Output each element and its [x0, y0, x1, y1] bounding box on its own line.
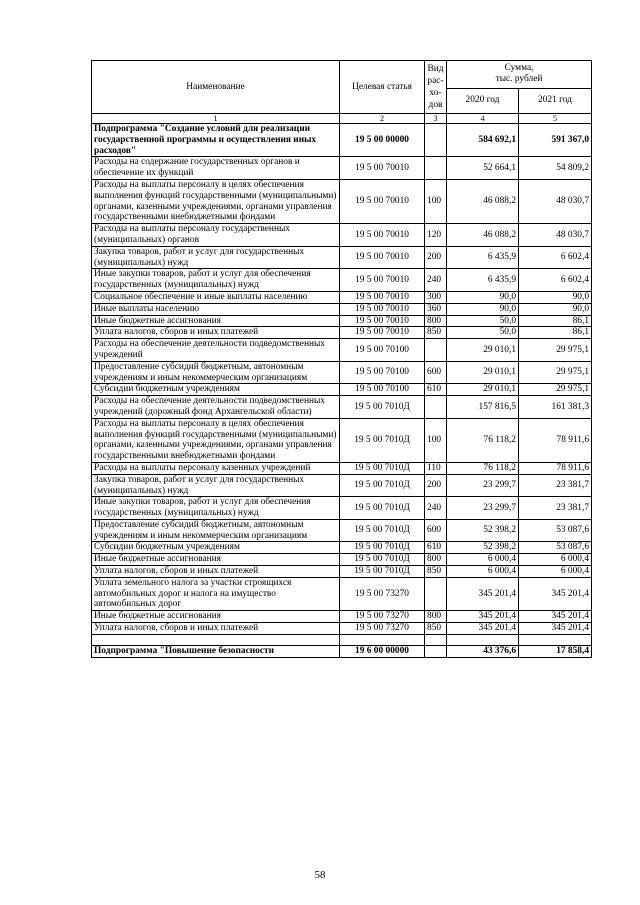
row-amount-2021: 78 911,6 — [519, 418, 592, 462]
page-number: 58 — [314, 869, 326, 881]
header-sum-line: тыс. рублей — [495, 74, 543, 85]
row-name: Расходы на содержание государственных органов и обеспечение их функций — [92, 157, 340, 180]
row-amount-2021: 17 858,4 — [519, 645, 592, 657]
row-amount-2020: 52 398,2 — [447, 542, 519, 554]
spacer-row — [92, 634, 592, 645]
row-amount-2020: 46 088,2 — [447, 224, 519, 247]
column-number: 4 — [447, 114, 519, 124]
row-name — [92, 634, 340, 645]
row-code: 19 5 00 7010Д — [340, 542, 425, 554]
table-row — [92, 303, 592, 315]
row-vid: 300 — [425, 291, 447, 303]
row-vid: 200 — [425, 246, 447, 269]
row-code: 19 5 00 70010 — [340, 224, 425, 247]
header-row — [92, 61, 592, 89]
header-name: Наименование — [92, 61, 340, 114]
row-amount-2020: 50,0 — [447, 315, 519, 327]
row-code: 19 5 00 73270 — [340, 611, 425, 623]
table-row — [92, 645, 592, 657]
row-code: 19 5 00 7010Д — [340, 519, 425, 542]
table-row — [92, 577, 592, 610]
row-code: 19 5 00 7010Д — [340, 462, 425, 474]
table-row — [92, 315, 592, 327]
row-code: 19 5 00 7010Д — [340, 418, 425, 462]
row-amount-2021: 345 201,4 — [519, 611, 592, 623]
row-amount-2021: 591 367,0 — [519, 124, 592, 157]
row-code: 19 5 00 00000 — [340, 124, 425, 157]
budget-page — [91, 60, 591, 658]
row-vid — [425, 645, 447, 657]
row-amount-2020: 90,0 — [447, 291, 519, 303]
header-vid-line: рас- — [427, 76, 444, 86]
row-amount-2021: 90,0 — [519, 303, 592, 315]
row-name: Иные бюджетные ассигнования — [92, 554, 340, 566]
table-row — [92, 566, 592, 578]
row-amount-2020: 29 010,1 — [447, 361, 519, 384]
row-vid: 610 — [425, 542, 447, 554]
column-number-row — [92, 114, 592, 124]
row-amount-2020: 345 201,4 — [447, 577, 519, 610]
row-vid: 850 — [425, 566, 447, 578]
row-code: 19 5 00 70100 — [340, 384, 425, 396]
row-vid: 800 — [425, 554, 447, 566]
row-amount-2020 — [447, 634, 519, 645]
row-amount-2021: 86,1 — [519, 327, 592, 339]
table-body — [92, 124, 592, 658]
table-row — [92, 396, 592, 419]
row-vid: 610 — [425, 384, 447, 396]
row-vid: 850 — [425, 327, 447, 339]
row-code: 19 5 00 73270 — [340, 623, 425, 635]
row-name: Субсидии бюджетным учреждениям — [92, 542, 340, 554]
row-amount-2021: 6 602,4 — [519, 269, 592, 292]
row-amount-2021: 48 030,7 — [519, 224, 592, 247]
row-amount-2021: 54 809,2 — [519, 157, 592, 180]
row-vid — [425, 634, 447, 645]
row-amount-2021: 53 087,6 — [519, 519, 592, 542]
row-name: Иные бюджетные ассигнования — [92, 315, 340, 327]
row-amount-2020: 52 664,1 — [447, 157, 519, 180]
row-code: 19 5 00 7010Д — [340, 497, 425, 520]
row-code: 19 5 00 70010 — [340, 303, 425, 315]
row-code: 19 5 00 73270 — [340, 577, 425, 610]
row-name: Уплата земельного налога за участки строящихся автомобильных дорог и налога на имущество автомобильных дорог — [92, 577, 340, 610]
column-number: 5 — [519, 114, 592, 124]
row-name: Уплата налогов, сборов и иных платежей — [92, 623, 340, 635]
row-amount-2020: 52 398,2 — [447, 519, 519, 542]
row-vid: 100 — [425, 179, 447, 223]
header-sum — [447, 61, 592, 89]
table-row — [92, 519, 592, 542]
table-row — [92, 497, 592, 520]
row-code: 19 5 00 70010 — [340, 179, 425, 223]
row-amount-2020: 29 010,1 — [447, 384, 519, 396]
row-amount-2020: 29 010,1 — [447, 339, 519, 362]
row-amount-2020: 345 201,4 — [447, 611, 519, 623]
column-number: 3 — [425, 114, 447, 124]
row-code: 19 5 00 70010 — [340, 157, 425, 180]
row-name: Подпрограмма "Создание условий для реализации государственной программы и осуществления иных расходов" — [92, 124, 340, 157]
row-name: Расходы на обеспечение деятельности подведомственных учреждений — [92, 339, 340, 362]
row-amount-2021: 48 030,7 — [519, 179, 592, 223]
row-code: 19 5 00 7010Д — [340, 554, 425, 566]
row-amount-2020: 6 435,9 — [447, 246, 519, 269]
row-name: Иные выплаты населению — [92, 303, 340, 315]
row-vid: 200 — [425, 474, 447, 497]
row-vid — [425, 339, 447, 362]
row-amount-2021: 29 975,1 — [519, 384, 592, 396]
table-row — [92, 224, 592, 247]
table-row — [92, 124, 592, 157]
row-code — [340, 634, 425, 645]
row-code: 19 5 00 70010 — [340, 269, 425, 292]
row-amount-2020: 76 118,2 — [447, 418, 519, 462]
row-amount-2021: 345 201,4 — [519, 623, 592, 635]
row-code: 19 5 00 7010Д — [340, 566, 425, 578]
table-row — [92, 474, 592, 497]
header-vid — [425, 61, 447, 114]
row-name: Иные закупки товаров, работ и услуг для обеспечения государственных (муниципальных) нужд — [92, 269, 340, 292]
table-row — [92, 554, 592, 566]
row-name: Иные закупки товаров, работ и услуг для обеспечения государственных (муниципальных) нужд — [92, 497, 340, 520]
row-amount-2021: 6 000,4 — [519, 554, 592, 566]
row-amount-2021: 161 381,3 — [519, 396, 592, 419]
row-name: Расходы на выплаты персоналу казенных учреждений — [92, 462, 340, 474]
table-row — [92, 361, 592, 384]
row-code: 19 6 00 00000 — [340, 645, 425, 657]
row-name: Подпрограмма "Повышение безопасности — [92, 645, 340, 657]
row-amount-2020: 23 299,7 — [447, 474, 519, 497]
row-code: 19 5 00 70010 — [340, 315, 425, 327]
header-vid-line: дов — [428, 100, 443, 110]
row-vid: 800 — [425, 611, 447, 623]
row-code: 19 5 00 7010Д — [340, 396, 425, 419]
header-vid-line: хо- — [429, 88, 442, 98]
row-amount-2020: 50,0 — [447, 327, 519, 339]
row-amount-2021 — [519, 634, 592, 645]
row-vid: 600 — [425, 519, 447, 542]
row-amount-2020: 46 088,2 — [447, 179, 519, 223]
row-code: 19 5 00 70100 — [340, 339, 425, 362]
table-row — [92, 462, 592, 474]
column-number: 1 — [92, 114, 340, 124]
row-vid — [425, 157, 447, 180]
row-vid: 850 — [425, 623, 447, 635]
row-name: Уплата налогов, сборов и иных платежей — [92, 566, 340, 578]
row-amount-2020: 6 000,4 — [447, 566, 519, 578]
table-row — [92, 384, 592, 396]
table-row — [92, 542, 592, 554]
row-amount-2021: 23 381,7 — [519, 474, 592, 497]
row-amount-2021: 29 975,1 — [519, 361, 592, 384]
row-name: Уплата налогов, сборов и иных платежей — [92, 327, 340, 339]
row-amount-2020: 90,0 — [447, 303, 519, 315]
row-vid — [425, 124, 447, 157]
row-amount-2020: 6 435,9 — [447, 269, 519, 292]
row-amount-2020: 43 376,6 — [447, 645, 519, 657]
row-vid: 240 — [425, 497, 447, 520]
row-amount-2021: 345 201,4 — [519, 577, 592, 610]
row-name: Социальное обеспечение и иные выплаты населению — [92, 291, 340, 303]
table-row — [92, 418, 592, 462]
row-vid: 600 — [425, 361, 447, 384]
row-amount-2020: 76 118,2 — [447, 462, 519, 474]
row-amount-2021: 86,1 — [519, 315, 592, 327]
row-code: 19 5 00 70010 — [340, 246, 425, 269]
row-vid — [425, 577, 447, 610]
table-row — [92, 269, 592, 292]
row-amount-2021: 78 911,6 — [519, 462, 592, 474]
table-row — [92, 327, 592, 339]
table-row — [92, 339, 592, 362]
header-code: Целевая статья — [340, 61, 425, 114]
column-number: 2 — [340, 114, 425, 124]
row-name: Расходы на выплаты персоналу государственных (муниципальных) органов — [92, 224, 340, 247]
row-code: 19 5 00 7010Д — [340, 474, 425, 497]
row-name: Иные бюджетные ассигнования — [92, 611, 340, 623]
row-name: Расходы на выплаты персоналу в целях обеспечения выполнения функций государственными (муниципальными) органами, казенными учреждениями, органами управления государственными внебюджетными фондами — [92, 179, 340, 223]
row-amount-2021: 23 381,7 — [519, 497, 592, 520]
row-vid: 240 — [425, 269, 447, 292]
header-year-2020: 2020 год — [447, 88, 519, 113]
row-vid: 100 — [425, 418, 447, 462]
row-name: Закупка товаров, работ и услуг для государственных (муниципальных) нужд — [92, 474, 340, 497]
row-code: 19 5 00 70100 — [340, 361, 425, 384]
table-row — [92, 157, 592, 180]
header-sum-line: Сумма, — [504, 63, 534, 74]
table-row — [92, 246, 592, 269]
row-name: Расходы на обеспечение деятельности подведомственных учреждений (дорожный фонд Архангельской области) — [92, 396, 340, 419]
row-vid: 800 — [425, 315, 447, 327]
row-vid: 110 — [425, 462, 447, 474]
row-name: Закупка товаров, работ и услуг для государственных (муниципальных) нужд — [92, 246, 340, 269]
row-name: Предоставление субсидий бюджетным, автономным учреждениям и иным некоммерческим организациям — [92, 519, 340, 542]
row-amount-2021: 53 087,6 — [519, 542, 592, 554]
row-code: 19 5 00 70010 — [340, 291, 425, 303]
row-code: 19 5 00 70010 — [340, 327, 425, 339]
table-row — [92, 291, 592, 303]
row-vid: 360 — [425, 303, 447, 315]
header-year-2021: 2021 год — [519, 88, 592, 113]
row-amount-2020: 584 692,1 — [447, 124, 519, 157]
header-vid-line: Вид — [427, 64, 444, 74]
row-vid: 120 — [425, 224, 447, 247]
row-amount-2021: 90,0 — [519, 291, 592, 303]
table-row — [92, 611, 592, 623]
row-name: Субсидии бюджетным учреждениям — [92, 384, 340, 396]
row-amount-2020: 345 201,4 — [447, 623, 519, 635]
row-amount-2021: 29 975,1 — [519, 339, 592, 362]
row-vid — [425, 396, 447, 419]
table-row — [92, 179, 592, 223]
row-amount-2021: 6 602,4 — [519, 246, 592, 269]
row-amount-2021: 6 000,4 — [519, 566, 592, 578]
row-name: Предоставление субсидий бюджетным, автономным учреждениям и иным некоммерческим организациям — [92, 361, 340, 384]
row-amount-2020: 6 000,4 — [447, 554, 519, 566]
row-amount-2020: 23 299,7 — [447, 497, 519, 520]
row-name: Расходы на выплаты персоналу в целях обеспечения выполнения функций государственными (муниципальными) органами, казенными учреждениями, органами управления государственными внебюджетными фондами — [92, 418, 340, 462]
row-amount-2020: 157 816,5 — [447, 396, 519, 419]
table-row — [92, 623, 592, 635]
budget-table — [91, 60, 592, 658]
